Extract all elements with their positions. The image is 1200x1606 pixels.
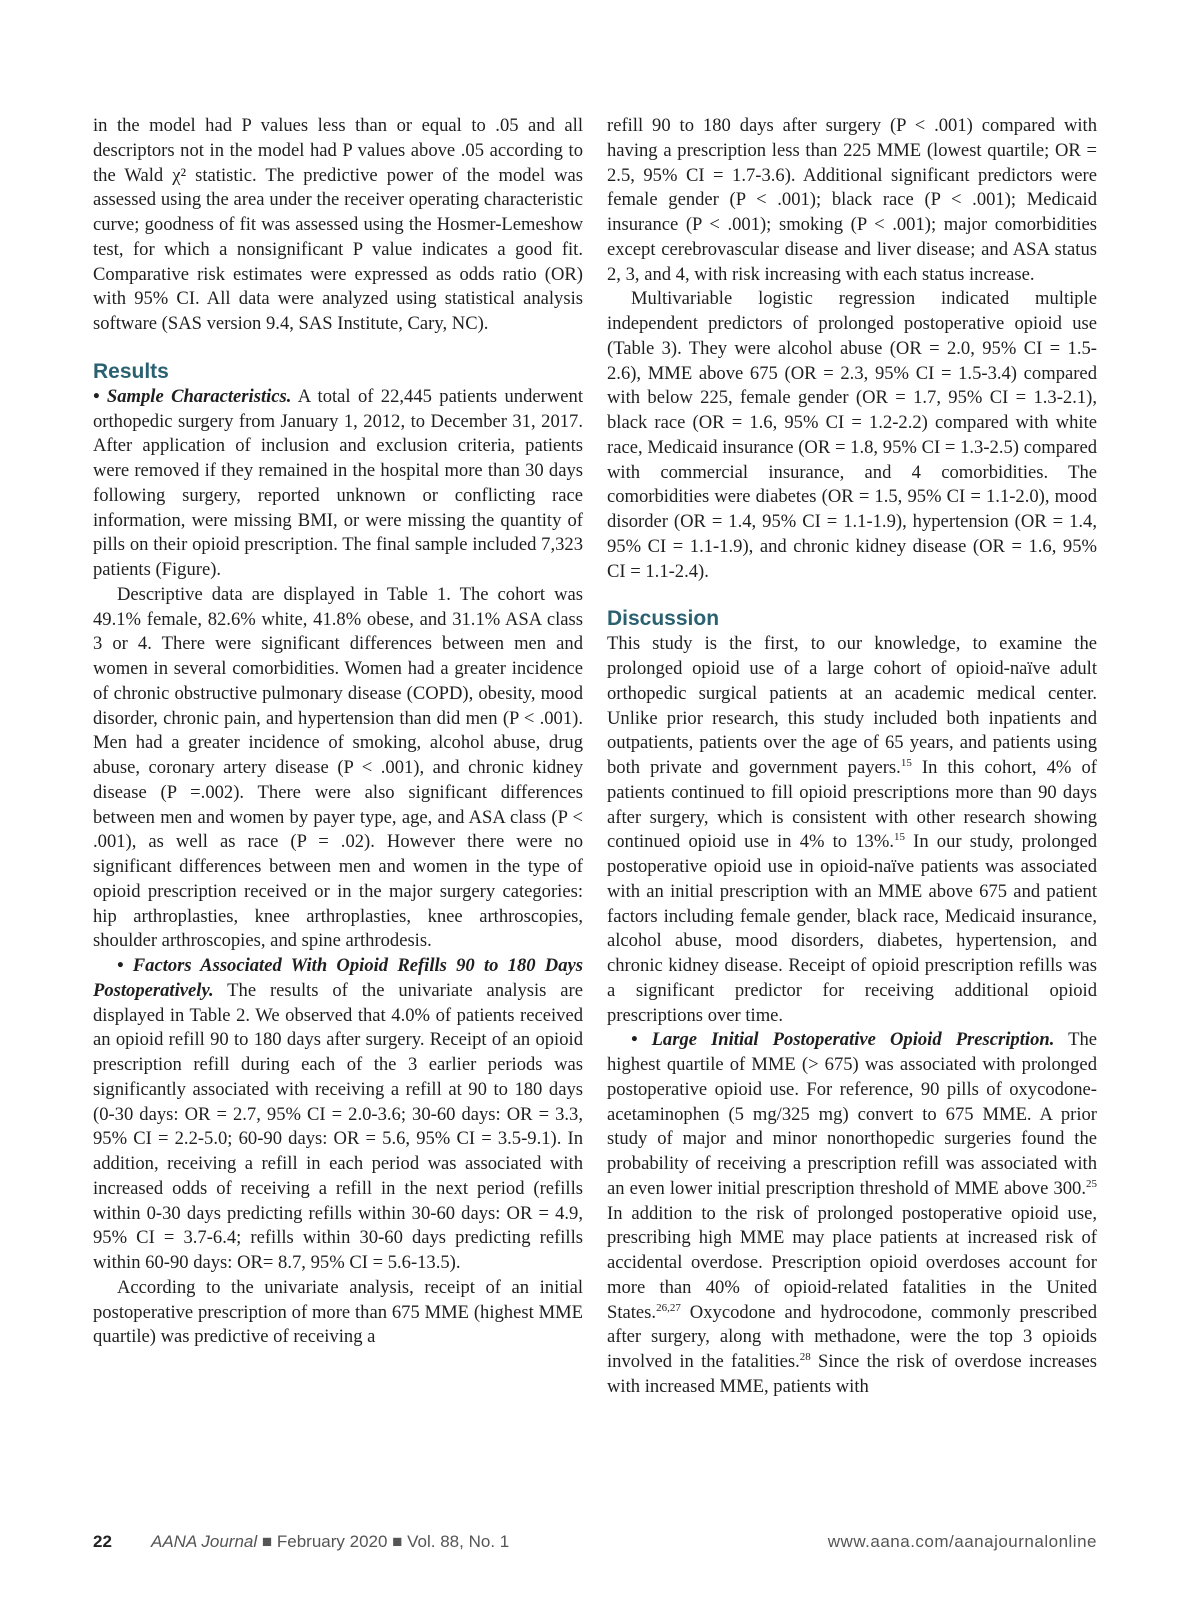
journal-issue: ■ February 2020 ■ Vol. 88, No. 1 — [257, 1532, 510, 1551]
factors-paragraph — [93, 954, 583, 1276]
discussion-paragraph: This study is the first, to our knowledge, to examine the prolonged opioid use of a large cohort of opioid-naïve adult orthopedic surgical patients at an academic medical center. Unlike prior research, this study included both inpatients and outpatients, patients over the age of 65 years, and patients using both private and government payers.$^{15}$ In this cohort, 4% of patients continued to fill opioid prescriptions more than 90 days after surgery, which is consistent with other research showing continued opioid use in 4% to 13%.$^{15}$ In our study, prolonged postoperative opioid use in opioid-naïve patients was associated with an initial prescription with an MME above 675 and patient factors including female gender, black race, Medicaid insurance, alcohol abuse, mood disorders, diabetes, hypertension, and chronic kidney disease. Receipt of opioid prescription refills was a significant predictor for receiving additional opioid prescriptions over time. — [607, 633, 1097, 1026]
citation: 25 — [1086, 1177, 1097, 1190]
sample-characteristics-paragraph — [93, 385, 583, 583]
methods-paragraph: in the model had P values less than or equal to .05 and all descriptors not in the model had P values above .05 according to the Wald χ² statistic. The predictive power of the model was assessed using the area under the receiver operating characteristic curve; goodness of fit was assessed using the Hosmer-Lemeshow test, for which a nonsignificant P value indicates a good fit. Comparative risk estimates were expressed as odds ratio (OR) with 95% CI. All data were analyzed using statistical analysis software (SAS version 9.4, SAS Institute, Cary, NC). — [93, 115, 583, 334]
large-prescription-paragraph: • Large Initial Postoperative Opioid Prescription. The highest quartile of MME (> 675) was associated with prolonged postoperative opioid use. For reference, 90 pills of oxycodone-acetaminophen (5 mg/325 mg) convert to 675 MME. A prior study of major and minor nonorthopedic surgeries found the probability of receiving a prescription refill was associated with an even lower initial prescription threshold of MME above 300.25 In addition to the risk of prolonged postoperative opioid use, prescribing high MME may place patients at increased risk of accidental overdose. Prescription opioid overdoses account for more than 40% of opioid-related fatalities in the United States.$^{26,27}$ Oxycodone and hydrocodone, commonly prescribed after surgery, along with methadone, were the top 3 opioids involved in the fatalities.$^{28}$ Since the risk of overdose increases with increased MME, patients with — [607, 1029, 1097, 1397]
factors-subhead: • Factors Associated With Opioid Refills 90 to 180 Days Postoperatively. — [93, 955, 583, 1001]
journal-citation — [151, 1532, 509, 1552]
large-prescription-subhead: • Large Initial Postoperative Opioid Prescription. — [631, 1029, 1055, 1051]
citation: 15 — [900, 756, 912, 769]
left-column — [93, 114, 583, 1350]
discussion-heading: Discussion — [607, 607, 720, 631]
right-column — [607, 114, 1097, 1400]
citation: 15 — [893, 831, 905, 844]
sample-characteristics-subhead: • Sample Characteristics. — [93, 385, 292, 407]
page-number: 22 — [93, 1532, 112, 1551]
journal-name: AANA Journal — [151, 1532, 258, 1551]
citation: 28 — [799, 1350, 811, 1363]
results-heading: Results — [93, 359, 169, 383]
page-footer — [93, 1532, 1097, 1556]
sample-characteristics-text: A total of 22,445 patients underwent orthopedic surgery from January 1, 2012, to December 31, 2017. After application of inclusion and exclusion criteria, patients were removed if they remained in the hospital more than 30 days following surgery, reported unknown or conflicting race information, were missing BMI, or were missing the quantity of pills on their opioid prescription. The final sample included 7,323 patients (Figure). — [93, 385, 583, 580]
journal-url: www.aana.com/aanajournalonline — [827, 1532, 1097, 1551]
citation: 26,27 — [656, 1301, 681, 1314]
descriptive-data-paragraph: Descriptive data are displayed in Table 1. The cohort was 49.1% female, 82.6% white, 41.8% obese, and 31.1% ASA class 3 or 4. There were significant differences between men and women in several comorbidities. Women had a greater incidence of chronic obstructive pulmonary disease (COPD), obesity, mood disorder, chronic pain, and hypertension than did men (P < .001). Men had a greater incidence of smoking, alcohol abuse, drug abuse, coronary artery disease (P < .001), and chronic kidney disease (P =.002). There were also significant differences between men and women by payer type, age, and ASA class (P < .001), as well as race (P = .02). However there were no significant differences between men and women in the type of opioid prescription received or in the major surgery categories: hip arthroplasties, knee arthroplasties, knee arthroscopies, shoulder arthroscopies, and spine arthrodesis. — [93, 583, 583, 952]
refill-paragraph: refill 90 to 180 days after surgery (P < .001) compared with having a prescription less than 225 MME (lowest quartile; OR = 2.5, 95% CI = 1.7-3.6). Additional significant predictors were female gender (P < .001); black race (P < .001); Medicaid insurance (P < .001); smoking (P < .001); major comorbidities except cerebrovascular disease and liver disease; and ASA status 2, 3, and 4, with risk increasing with each status increase. — [607, 115, 1097, 285]
multivariable-paragraph: Multivariable logistic regression indicated multiple independent predictors of prolonged postoperative opioid use (Table 3). They were alcohol abuse (OR = 2.0, 95% CI = 1.5-2.6), MME above 675 (OR = 2.3, 95% CI = 1.5-3.4) compared with below 225, female gender (OR = 1.7, 95% CI = 1.3-2.1), black race (OR = 1.6, 95% CI = 1.2-2.2) compared with white race, Medicaid insurance (OR = 1.8, 95% CI = 1.3-2.5) compared with commercial insurance, and 4 comorbidities. The comorbidities were diabetes (OR = 1.5, 95% CI = 1.1-2.0), mood disorder (OR = 1.4, 95% CI = 1.1-1.9), hypertension (OR = 1.4, 95% CI = 1.1-1.9), and chronic kidney disease (OR = 1.6, 95% CI = 1.1-2.4). — [607, 288, 1097, 582]
univariate-paragraph: According to the univariate analysis, receipt of an initial postoperative prescription of more than 675 MME (highest MME quartile) was predictive of receiving a — [93, 1276, 583, 1348]
factors-text: The results of the univariate analysis are displayed in Table 2. We observed that 4.0% of patients received an opioid refill 90 to 180 days after surgery. Receipt of an opioid prescription refill during each of the 3 earlier periods was significantly associated with receiving a refill at 90 to 180 days (0-30 days: OR = 2.7, 95% CI = 2.0-3.6; 30-60 days: OR = 3.3, 95% CI = 2.2-5.0; 60-90 days: OR = 5.6, 95% CI = 3.5-9.1). In addition, receiving a refill in each period was associated with increased odds of receiving a refill in the next period (refills within 0-30 days predicting refills within 30-60 days: OR = 4.9, 95% CI = 3.7-6.4; refills within 30-60 days predicting refills within 60-90 days: OR= 8.7, 95% CI = 5.6-13.5). — [93, 979, 583, 1273]
